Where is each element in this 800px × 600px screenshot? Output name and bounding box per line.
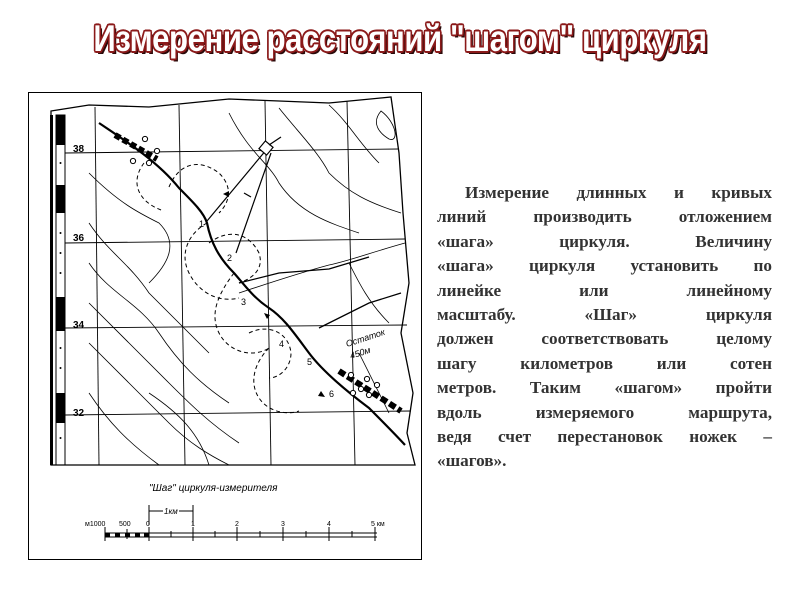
scale-caption: "Шаг" циркуля-измерителя: [149, 483, 278, 494]
step-point-labels: [199, 219, 334, 399]
scale-label-3: 3: [281, 521, 285, 528]
grid-label-34: 34: [73, 320, 85, 331]
scale-label-2: 2: [235, 521, 239, 528]
text-line: Измерение длинных и кривых: [465, 183, 772, 202]
grid-label-38: 38: [73, 144, 85, 155]
map-illustration: [28, 92, 422, 560]
svg-text:6: 6: [329, 389, 335, 399]
text-line: линейке или линейному: [437, 280, 772, 300]
remainder-label: [345, 327, 387, 361]
text-line: «шагов».: [437, 451, 507, 471]
text-line: «шага» циркуля. Величину: [437, 231, 772, 251]
text-line: должен соответствовать целому: [437, 329, 772, 349]
grid-label-36: 36: [73, 233, 85, 244]
step-bracket-label: 1км: [164, 507, 178, 516]
svg-text:5: 5: [307, 357, 313, 367]
scale-label-5km: 5 км: [371, 521, 385, 528]
scale-label-0: 0: [146, 521, 150, 528]
svg-text:2: 2: [227, 253, 233, 263]
svg-text:Остаток: Остаток: [344, 326, 387, 349]
scale-label-4: 4: [327, 521, 331, 528]
instruction-text: [437, 181, 772, 474]
map-frame-bar: [50, 115, 53, 465]
text-line: «шага» циркуля установить по: [437, 256, 772, 276]
slide-title: Измерение расстояний "шагом" циркуля: [93, 18, 707, 59]
text-line: шагу километров или сотен: [437, 353, 772, 373]
svg-text:4: 4: [279, 339, 285, 349]
svg-text:1: 1: [199, 219, 205, 229]
measured-route: [99, 123, 405, 445]
svg-text:3: 3: [241, 297, 247, 307]
scale-label-500: 500: [119, 521, 131, 528]
scale-label-1: 1: [191, 521, 195, 528]
text-line: вдоль измеряемого маршрута,: [437, 402, 772, 422]
scale-label-1000: м1000: [85, 521, 106, 528]
contour-lines: [89, 105, 405, 465]
linear-scale: [85, 521, 385, 541]
text-line: метров. Таким «шагом» пройти: [437, 378, 772, 398]
compass-divider-icon: [207, 137, 281, 253]
text-line: ведя счет перестановок ножек –: [437, 426, 772, 446]
svg-text:450м: 450м: [348, 344, 372, 361]
text-line: масштабу. «Шаг» циркуля: [437, 304, 772, 324]
text-line: линий производить отложением: [437, 207, 772, 227]
grid-label-32: 32: [73, 408, 85, 419]
